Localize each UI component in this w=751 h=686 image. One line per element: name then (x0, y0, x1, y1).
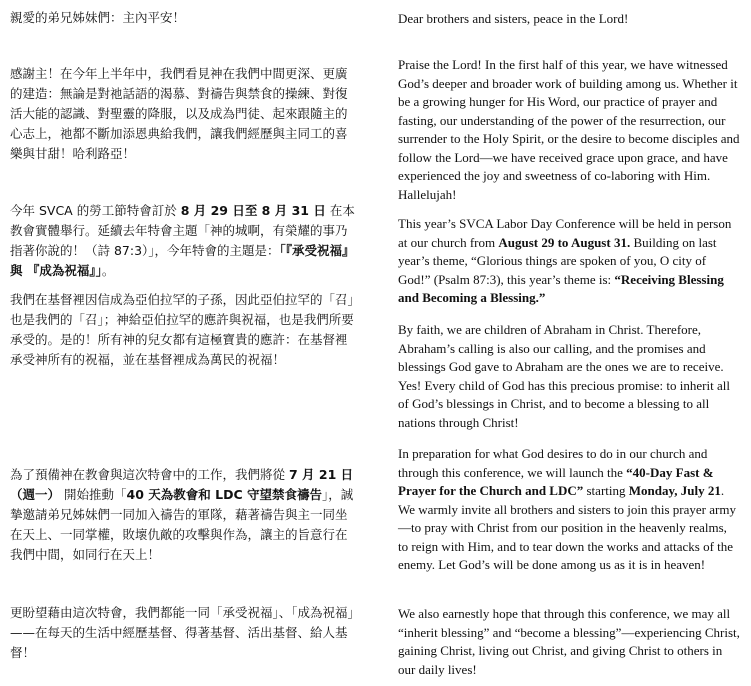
en-paragraph-abraham: By faith, we are children of Abraham in Christ. Therefore, Abraham’s calling is also our calling, and the promises and blessings God gave to Abraham are the ones we are to receive. Yes! Every child of God has this precious promise: to inherit all of God’s blessings in Christ, and to become a blessing to all nations through Christ! (398, 322, 730, 430)
zh-paragraph-praise: 感謝主！在今年上半年中，我們看見神在我們中間更深、更廣的建造：無論是對祂話語的渴慕、對禱告與禁食的操練、對復活大能的認識、對聖靈的降服，以及成為門徒、起來跟隨主的心志上，祂都不斷加添恩典給我們，讓我們經歷與主同工的喜樂與甘甜！哈利路亞！ (10, 66, 348, 161)
en-conference-text-b: Building on last year’s theme, “Glorious things are spoken of you, O city of God!” (Psalm 87:3), this year’s theme is: (398, 234, 717, 287)
en-greeting: Dear brothers and sisters, peace in the Lord! (398, 11, 629, 26)
zh-conference-theme: 「『承受祝福』 與 『成為祝福』」 (10, 243, 355, 278)
zh-prayer-date: 7 月 21 日（週一） (10, 467, 354, 502)
zh-conference-text-c: 。 (101, 263, 115, 278)
zh-paragraph-abraham: 我們在基督裡因信成為亞伯拉罕的子孫，因此亞伯拉罕的「召」也是我們的「召」；神給亞伯拉罕的應許與祝福，也是我們所要承受的。是的！所有神的兒女都有這極寶貴的應許：在基督裡承受神所有的祝福，並在基督裡成為萬民的祝福！ (10, 292, 354, 367)
en-paragraph-prayer (398, 445, 740, 575)
zh-paragraph-hope: 更盼望藉由這次特會，我們都能一同「承受祝福」、「成為祝福」——在每天的生活中經歷基督、得著基督、活出基督、給人基督！ (10, 605, 354, 660)
en-prayer-text-c: . We warmly invite all brothers and sisters to join this prayer army—to pray with Christ from our position in the heavenly realms, to reign with Him, and to tear down the works and attacks of the enemy. Let God’s will be done among us as it is in heaven! (398, 483, 736, 572)
zh-paragraph-conference (10, 201, 355, 281)
en-prayer-text-b: starting (583, 483, 629, 498)
zh-conference-date: 8 月 29 日至 8 月 31 日 (180, 203, 326, 218)
en-prayer-date: Monday, July 21 (628, 483, 721, 498)
zh-greeting: 親愛的弟兄姊妹們：主內平安！ (10, 10, 186, 25)
zh-conference-text-b: 在本教會實體舉行。延續去年特會主題「神的城啊，有榮耀的事乃指著你說的！（詩 87:3）」，今年特會的主題是： (10, 203, 355, 258)
en-prayer-event: “40-Day Fast & Prayer for the Church and LDC” (398, 464, 714, 498)
en-conference-text-a: This year’s SVCA Labor Day Conference will be held in person at our church from (398, 216, 732, 250)
zh-paragraph-prayer (10, 465, 355, 565)
en-conference-date: August 29 to August 31. (498, 234, 631, 250)
en-prayer-text-a: In preparation for what God desires to do in our church and through this conference, we will launch the (398, 446, 708, 480)
zh-conference-text-a: 今年 SVCA 的勞工節特會訂於 (10, 203, 181, 218)
en-paragraph-hope: We also earnestly hope that through this conference, we may all “inherit blessing” and “become a blessing”—experiencing Christ, gaining Christ, living out Christ, and giving Christ to others in our daily lives! (398, 606, 740, 677)
zh-prayer-text-a: 為了預備神在教會與這次特會中的工作，我們將從 (10, 467, 289, 482)
en-paragraph-praise: Praise the Lord! In the first half of this year, we have witnessed God’s deeper and broader work of building among us. Whether it be a growing hunger for His Word, our practice of prayer and fasting, our understanding of the power of the resurrection, our surrender to the Holy Spirit, or the desire to become disciples and follow the Lord—we have received grace upon grace, and have experienced the joy and sweetness of co-laboring with Him. Hallelujah! (398, 57, 740, 202)
en-paragraph-conference (398, 215, 740, 308)
zh-prayer-text-b: 開始推動「 (60, 487, 127, 502)
zh-prayer-event: 40 天為教會和 LDC 守望禁食禱告 (126, 487, 322, 502)
zh-prayer-text-c: 」，誠摯邀請弟兄姊妹們一同加入禱告的軍隊，藉著禱告與主一同坐在天上、一同掌權，敗壞仇敵的攻擊與作為，讓主的旨意行在我們中間，如同行在天上！ (10, 487, 354, 562)
en-conference-theme: “Receiving Blessing and Becoming a Blessing.” (398, 271, 724, 305)
